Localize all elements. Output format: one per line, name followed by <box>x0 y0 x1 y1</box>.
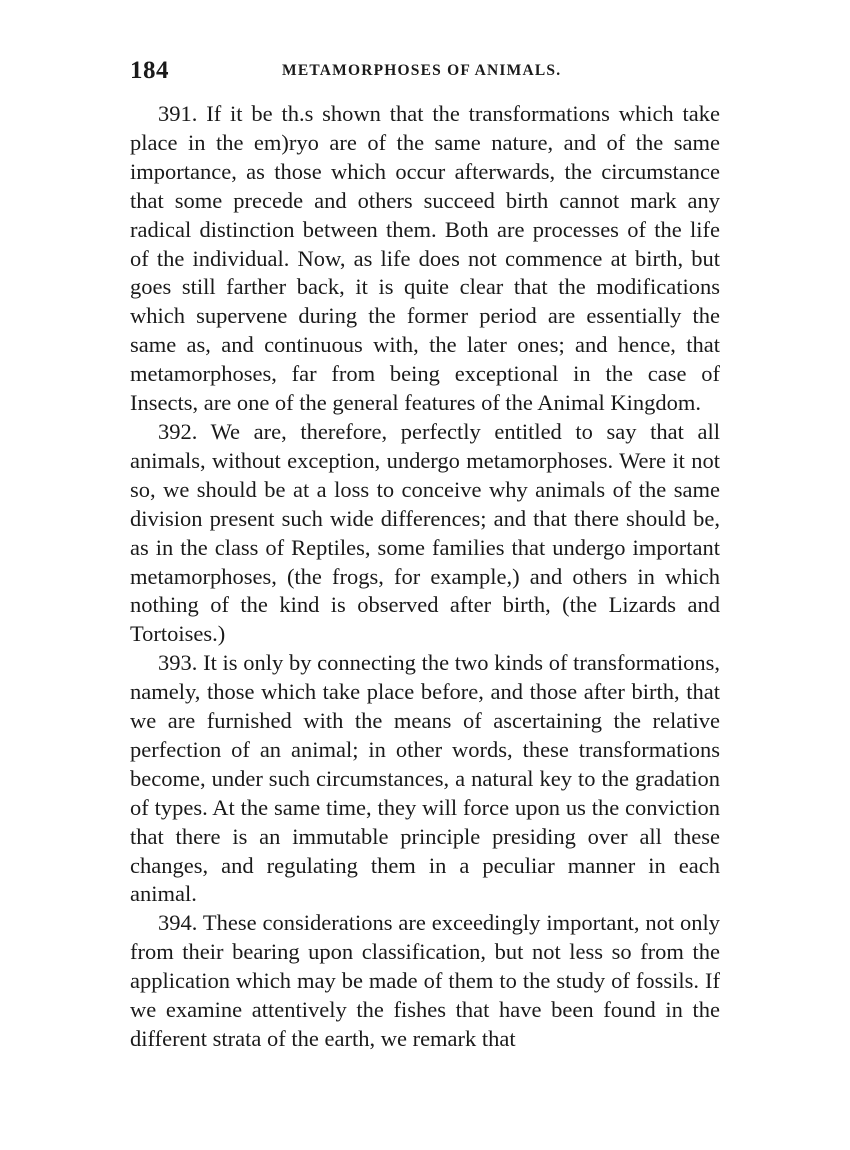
paragraph-392 <box>130 418 720 649</box>
running-title: METAMORPHOSES OF ANIMALS. <box>282 62 562 79</box>
paragraph-number: 393. <box>158 650 198 676</box>
paragraph-number: 391. <box>158 101 198 126</box>
paragraph-text: If it be th.s shown that the transformations which take place in the em)ryo are of the same nature, and of the same importance, as those which occur afterwards, the circumstance that some precede and others succeed birth cannot mark any radical distinction between them. Both are processes of the life of the individual. Now, as life does not commence at birth, but goes still farther back, it is quite clear that the modifications which supervene during the former period are essentially the same as, and continuous with, the later ones; and hence, that metamorphoses, far from being exceptional in the case of Insects, are one of the general features of the Animal Kingdom. <box>130 101 720 416</box>
page-number: 184 <box>130 57 169 84</box>
paragraph-number: 392. <box>158 418 198 444</box>
paragraph-number: 394. <box>158 910 198 936</box>
paragraph-text: We are, therefore, perfectly entitled to say that all animals, without exception, undergo metamorphoses. Were it not so, we should be at a loss to conceive why animals of the same division present such wide differences; and that there should be, as in the class of Reptiles, some families that undergo important metamorphoses, (the frogs, for example,) and others in which nothing of the kind is observed after birth, (the Lizards and Tortoises.) <box>130 418 720 647</box>
paragraph-text: It is only by connecting the two kinds of transformations, namely, those which take place before, and those after birth, that we are furnished with the means of ascertaining the relative perfection of an animal; in other words, these transformations become, under such circumstances, a natural key to the gradation of types. At the same time, they will force upon us the conviction that there is an immutable principle presiding over all these changes, and regulating them in a peculiar manner in each animal. <box>130 650 721 907</box>
body-text <box>130 100 720 1054</box>
paragraph-391 <box>130 100 720 418</box>
paragraph-text: These considerations are exceedingly important, not only from their bearing upon classification, but not less so from the application which may be made of them to the study of fossils. If we examine attentively the fishes that have been found in the different strata of the earth, we remark that <box>130 910 721 1051</box>
paragraph-393 <box>130 649 720 909</box>
page-header <box>130 57 720 89</box>
paragraph-394 <box>130 909 720 1054</box>
